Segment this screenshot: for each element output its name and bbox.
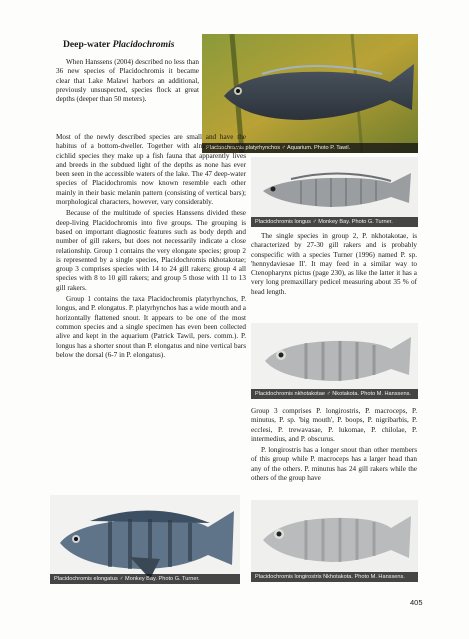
photo-elongatus: [50, 495, 240, 584]
page-number: 405: [410, 598, 423, 607]
paragraph: Most of the newly described species are small and have the habitus of a bottom-dweller. Together with almost 200 other cichlid species they make up a fish fauna that apparently lives and breeds in the subdued light of the depths as none has ever been seen in the accessible waters of the lake. The 47 deep-water species of Placidochromis now known resemble each other mainly in their basic melanin pattern (consisting of vertical bars); morphological characters, however, vary considerably.: [56, 133, 246, 207]
photo-caption: Placidochromis longirostris Nkhotakota. Photo M. Hanssens.: [251, 572, 418, 582]
photo-longirostris: [251, 500, 418, 582]
photo-longus: [251, 157, 418, 227]
paragraph: Because of the multitude of species Hanssens divided these deep-living Placidochromis into five groups. The grouping is based on important diagnostic features such as body depth and number of gill rakers, but does not necessarily indicate a close relationship. Group 1 contains the very elongate species; group 2 is represented by a single species, Placidochromis nkhotakotae; group 3 comprises species with 14 to 24 gill rakers; group 4 all species with 8 to 10 gill rakers; and group 5 those with 11 to 13 gill rakers.: [56, 209, 246, 292]
intro-paragraph: When Hanssens (2004) described no less than 36 new species of Placidochromis it became clear that Lake Malawi harbors an additional, previously unsuspected, species flock at great depths (deeper than 50 meters).: [56, 58, 199, 104]
right-column-bottom: [251, 407, 417, 485]
photo-caption: Placidochromis nkhotakotae ♂ Nkotakota. Photo M. Hanssens.: [251, 389, 418, 399]
paragraph: Group 3 comprises P. longirostris, P. macroceps, P. minutus, P. sp. 'big mouth', P. boops, P. nigribarbis, P. ecclesi, P. trewavasae, P. lukomae, P. chilolae, P. intermedius, and P. obscurus.: [251, 407, 417, 443]
photo-caption: Placidochromis elongatus ♂ Monkey Bay. Photo G. Turner.: [50, 574, 240, 584]
photo-caption: Placidochromis longus ♂ Monkey Bay. Photo G. Turner.: [251, 217, 418, 227]
fish-photo-nkhotakotae: [251, 323, 418, 399]
section-heading: Deep-water Placidochromis: [63, 39, 175, 50]
paragraph: P. longirostris has a longer snout than other members of this group while P. macroceps has a larger head than any of the others. P. minutus has 24 gill rakers while the others of the group have: [251, 446, 417, 483]
paragraph: The single species in group 2, P. nkhotakotae, is characterized by 27-30 gill rakers and is probably conspecific with a species Turner (1996) named P. sp. 'hennydaviesae II'. It may feed in a similar way to Ctenopharynx pictus (page 230), as like the latter it has a very long premaxillary pedicel measuring about 35 % of head length.: [251, 232, 417, 296]
intro-column: [56, 58, 199, 106]
left-column: [56, 133, 246, 362]
photo-caption: Placidochromis platyrhynchos ♂ Aquarium. Photo P. Tawil.: [202, 143, 418, 153]
fish-photo-longirostris: [251, 500, 418, 582]
fish-photo-elongatus: [50, 495, 240, 584]
paragraph: Group 1 contains the taxa Placidochromis platyrhynchos, P. longus, and P. elongatus. P. platyrhynchos has a wide mouth and a horizontally flattened snout. It appears to be one of the most common species and a single specimen has even been collected alive and kept in the aquarium (Patrick Tawil, pers. comm.). P. longus has a shorter snout than P. elongatus and nine vertical bars below the dorsal (6-7 in P. elongatus).: [56, 295, 246, 359]
photo-nkhotakotae: [251, 323, 418, 399]
right-column-top: [251, 232, 417, 299]
